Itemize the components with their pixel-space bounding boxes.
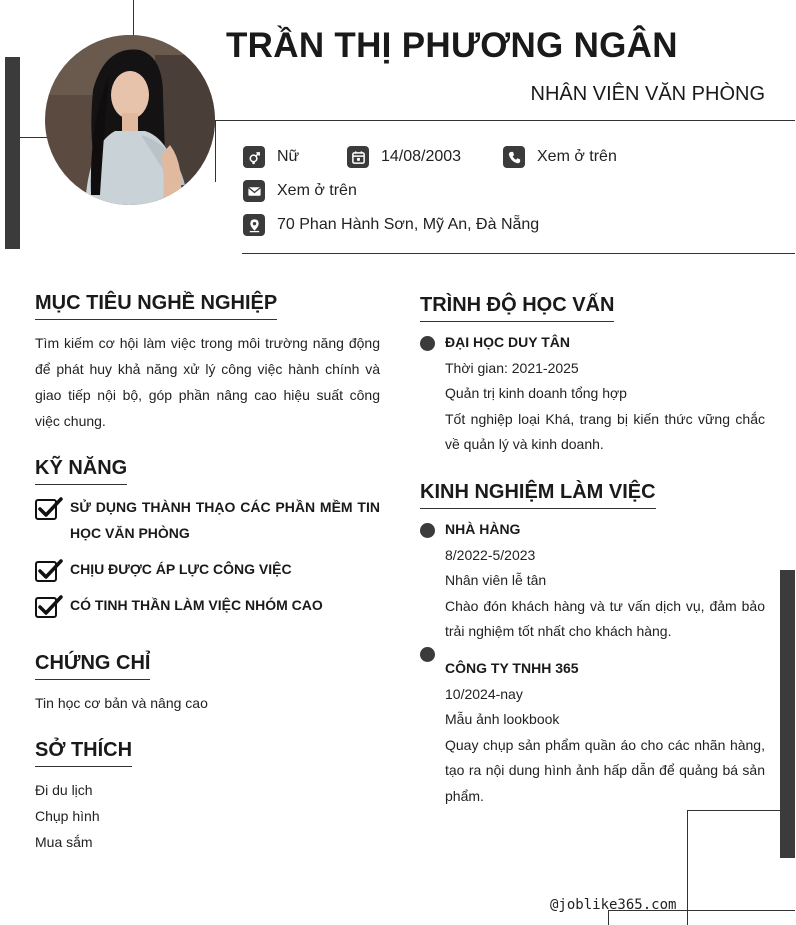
hobby-item: Mua sắm — [35, 834, 93, 850]
contact-email — [243, 180, 357, 202]
job-position: NHÂN VIÊN VĂN PHÒNG — [530, 83, 765, 105]
contact-birthday-value: 14/08/2003 — [381, 148, 462, 165]
education-entry — [445, 330, 765, 458]
experience-bullet — [420, 523, 435, 538]
contact-gender — [243, 146, 299, 168]
contact-email-value: Xem ở trên — [277, 182, 357, 199]
contact-bottom-divider — [242, 253, 795, 254]
contact-address-value: 70 Phan Hành Sơn, Mỹ An, Đà Nẵng — [277, 216, 540, 233]
header-divider — [215, 120, 795, 121]
decor-line-bottom-v1 — [687, 810, 688, 925]
contact-birthday — [347, 146, 461, 168]
hobby-item: Đi du lịch — [35, 782, 93, 798]
education-title: TRÌNH ĐỘ HỌC VẤN — [420, 294, 614, 322]
skills-title: KỸ NĂNG — [35, 457, 127, 485]
objective-text: Tìm kiếm cơ hội làm việc trong môi trường năng động để phát huy khả năng xử lý công việc hành chính và giao tiếp nội bộ, góp phần nâng cao hiệu suất công việc chung. — [35, 335, 380, 429]
skill-item — [35, 497, 380, 546]
contact-phone — [503, 146, 617, 168]
experience-time: 8/2022-5/2023 — [445, 546, 536, 563]
experience-desc: Quay chụp sản phẩm quần áo cho các nhãn hàng, tạo ra nội dung hình ảnh hấp dẫn để quảng bá sản phẩm. — [445, 736, 765, 804]
experience-desc: Chào đón khách hàng và tư vấn dịch vụ, đảm bảo trải nghiệm tốt nhất cho khách hàng. — [445, 597, 765, 639]
skill-item-text: CÓ TINH THẦN LÀM VIỆC NHÓM CAO — [70, 597, 323, 613]
experience-role: Mẫu ảnh lookbook — [445, 711, 560, 727]
contact-gender-value: Nữ — [277, 148, 300, 165]
candidate-name: TRẦN THỊ PHƯƠNG NGÂN — [226, 26, 678, 65]
skill-item-text: SỬ DỤNG THÀNH THẠO CÁC PHẦN MỀM TIN HỌC VĂN PHÒNG — [70, 499, 380, 541]
education-desc: Tốt nghiệp loại Khá, trang bị kiến thức vững chắc về quản lý và kinh doanh. — [445, 410, 765, 452]
phone-icon — [503, 146, 525, 168]
experience-entry — [445, 656, 765, 809]
experience-role: Nhân viên lễ tân — [445, 572, 547, 588]
certificate-item: Tin học cơ bản và nâng cao — [35, 695, 208, 711]
decor-line-photo-left — [20, 137, 48, 138]
contact-phone-value: Xem ở trên — [537, 148, 617, 165]
profile-photo — [45, 35, 215, 205]
education-major: Quản trị kinh doanh tổng hợp — [445, 385, 627, 401]
experience-title: KINH NGHIỆM LÀM VIỆC — [420, 481, 656, 509]
experience-org: NHÀ HÀNG — [445, 521, 521, 537]
decor-line-top-vertical — [133, 0, 134, 38]
hobbies-title: SỞ THÍCH — [35, 739, 132, 767]
experience-org: CÔNG TY TNHH 365 — [445, 660, 579, 676]
experience-entry — [445, 517, 765, 645]
decor-bar-right — [780, 570, 795, 858]
education-bullet — [420, 336, 435, 351]
decor-bar-left — [5, 57, 20, 249]
skill-item — [35, 595, 380, 619]
footer-watermark: @joblike365.com — [550, 897, 677, 913]
experience-bullet — [420, 647, 435, 662]
skill-item-text: CHỊU ĐƯỢC ÁP LỰC CÔNG VIỆC — [70, 561, 292, 577]
hobby-item: Chụp hình — [35, 808, 100, 824]
calendar-icon — [347, 146, 369, 168]
education-time: Thời gian: 2021-2025 — [445, 359, 579, 376]
checkbox-check-icon — [35, 595, 63, 619]
gender-icon — [243, 146, 265, 168]
contact-address — [243, 214, 539, 236]
header-info-divider-vertical — [215, 120, 216, 182]
skill-item — [35, 559, 380, 583]
email-icon — [243, 180, 265, 202]
checkbox-check-icon — [35, 559, 63, 583]
objective-title: MỤC TIÊU NGHỀ NGHIỆP — [35, 292, 277, 320]
education-org: ĐẠI HỌC DUY TÂN — [445, 334, 570, 350]
location-icon — [243, 214, 265, 236]
decor-line-bottom-h1 — [687, 810, 780, 811]
checkbox-check-icon — [35, 497, 63, 521]
experience-time: 10/2024-nay — [445, 685, 523, 702]
certificates-title: CHỨNG CHỈ — [35, 652, 150, 680]
